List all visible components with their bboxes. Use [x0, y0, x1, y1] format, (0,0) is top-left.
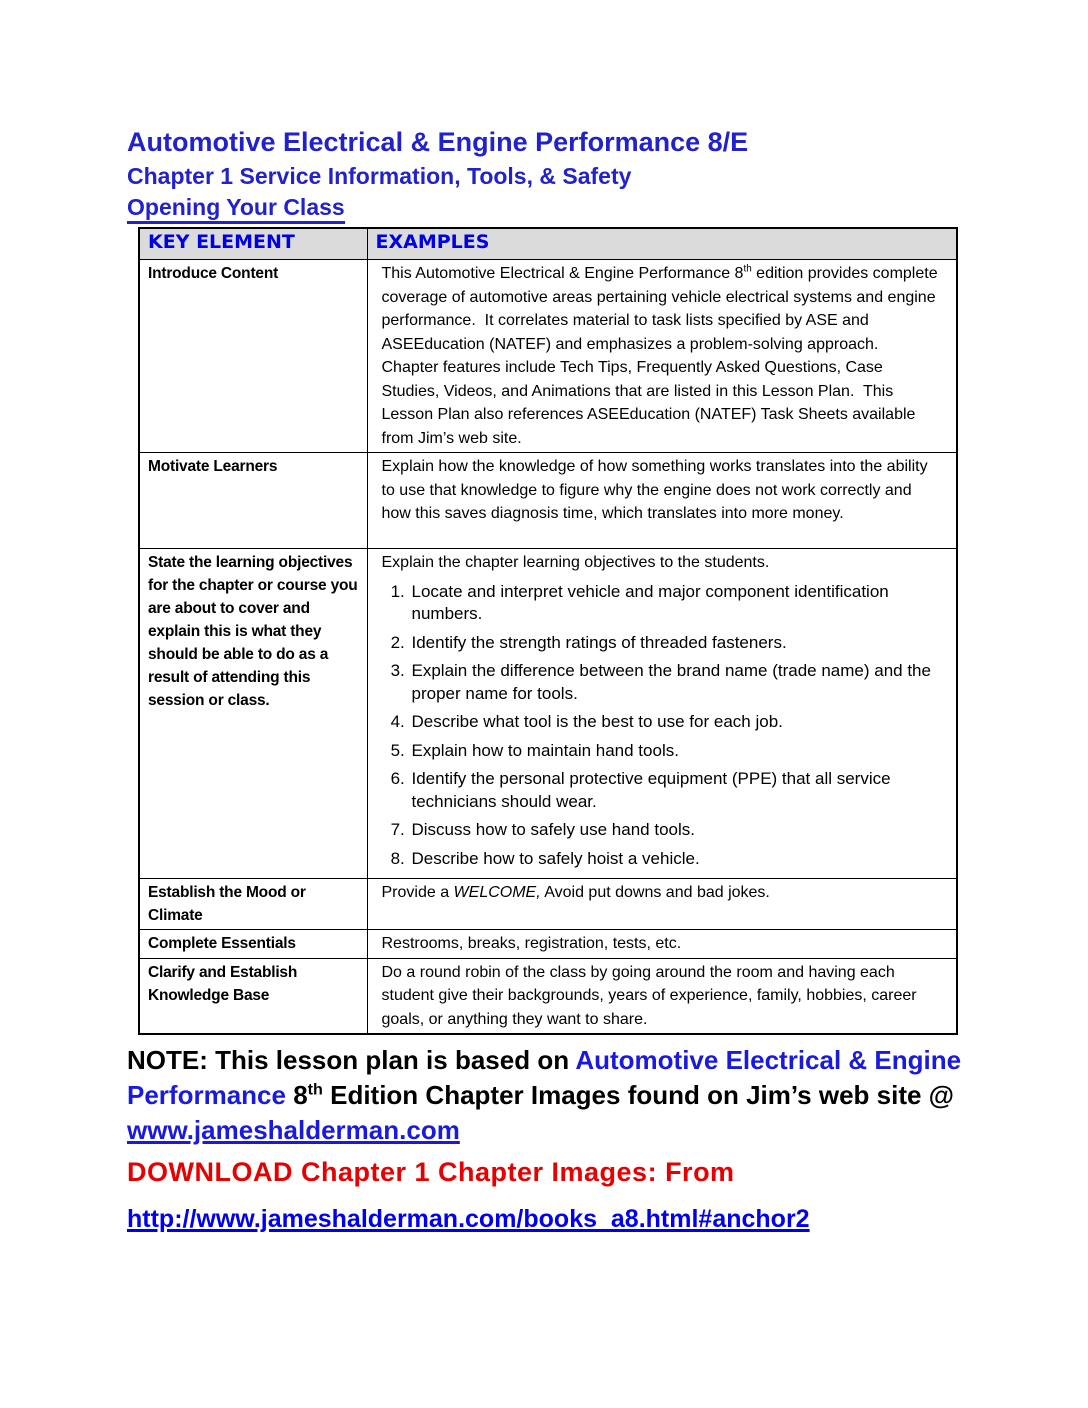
note-text: 8	[285, 1080, 308, 1110]
example-text: edition provides complete coverage of automotive areas pertaining vehicle electrical systems and engine performance. It correlates material to task lists specified by ASE and ASEEducation (NATEF) and emphasizes a problem-solving approach. Chapter features include Tech Tips, Frequently Asked Questions, Case Studies, Videos, and Animations that are listed in this Lesson Plan. This Lesson Plan also references ASEEducation (NATEF) Task Sheets available from Jim’s web site.	[381, 265, 943, 447]
lesson-plan-table	[138, 227, 958, 1035]
chapter-subtitle: Chapter 1 Service Information, Tools, & Safety	[127, 163, 632, 189]
examples-cell	[367, 879, 957, 930]
superscript-th: th	[307, 1080, 323, 1099]
objective-item: 6. Identify the personal protective equipment (PPE) that all service technicians should wear.	[410, 768, 943, 813]
download-url-link[interactable]: http://www.jameshalderman.com/books_a8.html#anchor2	[127, 1205, 810, 1233]
examples-cell	[367, 549, 957, 879]
table-row-learning-objectives	[139, 549, 957, 879]
objective-item: 4. Describe what tool is the best to use for each job.	[410, 711, 943, 734]
example-text: Restrooms, breaks, registration, tests, etc.	[381, 935, 682, 952]
superscript-th: th	[743, 263, 752, 275]
key-element-cell: Complete Essentials	[139, 930, 367, 959]
examples-cell	[367, 453, 957, 549]
example-text: Explain how the knowledge of how something works translates into the ability to use that knowledge to figure why the engine does not work correctly and how this saves diagnosis time, which translates into more money.	[381, 458, 933, 522]
note-book-title: Automotive Electrical & Engine Performance	[127, 1045, 969, 1110]
objective-item: 1. Locate and interpret vehicle and major component identification numbers.	[410, 581, 943, 626]
note-text: Edition Chapter Images found on Jim’s web site @	[322, 1080, 962, 1110]
objective-item: 8. Describe how to safely hoist a vehicle.	[410, 848, 943, 871]
objectives-list	[382, 581, 943, 871]
examples-cell	[367, 260, 957, 453]
table-row-establish-mood	[139, 879, 957, 930]
col-header-key-element: KEY ELEMENT	[139, 228, 367, 260]
jim-website-link[interactable]: www.jameshalderman.com	[127, 1115, 460, 1145]
objective-item: 3. Explain the difference between the brand name (trade name) and the proper name for tools.	[410, 660, 943, 705]
table-header-row	[139, 228, 957, 260]
table-row-clarify-knowledge-base	[139, 958, 957, 1034]
key-element-cell: Establish the Mood or Climate	[139, 879, 367, 930]
objectives-intro-text: Explain the chapter learning objectives to the students.	[381, 554, 770, 571]
note-paragraph	[127, 1043, 989, 1148]
col-header-examples: EXAMPLES	[367, 228, 957, 260]
key-element-cell: Introduce Content	[139, 260, 367, 453]
examples-cell	[367, 958, 957, 1034]
download-heading: DOWNLOAD Chapter 1 Chapter Images: From	[127, 1157, 735, 1187]
table-row-complete-essentials	[139, 930, 957, 959]
welcome-emphasis: WELCOME,	[453, 884, 541, 901]
example-text: Avoid put downs and bad jokes.	[540, 884, 770, 901]
key-element-cell: Clarify and Establish Knowledge Base	[139, 958, 367, 1034]
example-text: This Automotive Electrical & Engine Performance 8	[381, 265, 744, 282]
section-heading: Opening Your Class	[127, 194, 345, 224]
examples-cell	[367, 930, 957, 959]
objective-item: 7. Discuss how to safely use hand tools.	[410, 819, 943, 842]
example-text: Provide a	[381, 884, 454, 901]
table-row-motivate-learners	[139, 453, 957, 549]
key-element-cell: State the learning objectives for the chapter or course you are about to cover and explain this is what they should be able to do as a result of attending this session or class.	[139, 549, 367, 879]
key-element-cell: Motivate Learners	[139, 453, 367, 549]
table-row-introduce-content	[139, 260, 957, 453]
example-text: Do a round robin of the class by going around the room and having each student give their backgrounds, years of experience, family, hobbies, career goals, or anything they want to share.	[381, 963, 922, 1028]
note-prefix: NOTE: This lesson plan is based on	[127, 1045, 576, 1075]
document-title: Automotive Electrical & Engine Performance 8/E	[127, 127, 749, 157]
objective-item: 2. Identify the strength ratings of threaded fasteners.	[410, 632, 943, 655]
objective-item: 5. Explain how to maintain hand tools.	[410, 740, 943, 763]
